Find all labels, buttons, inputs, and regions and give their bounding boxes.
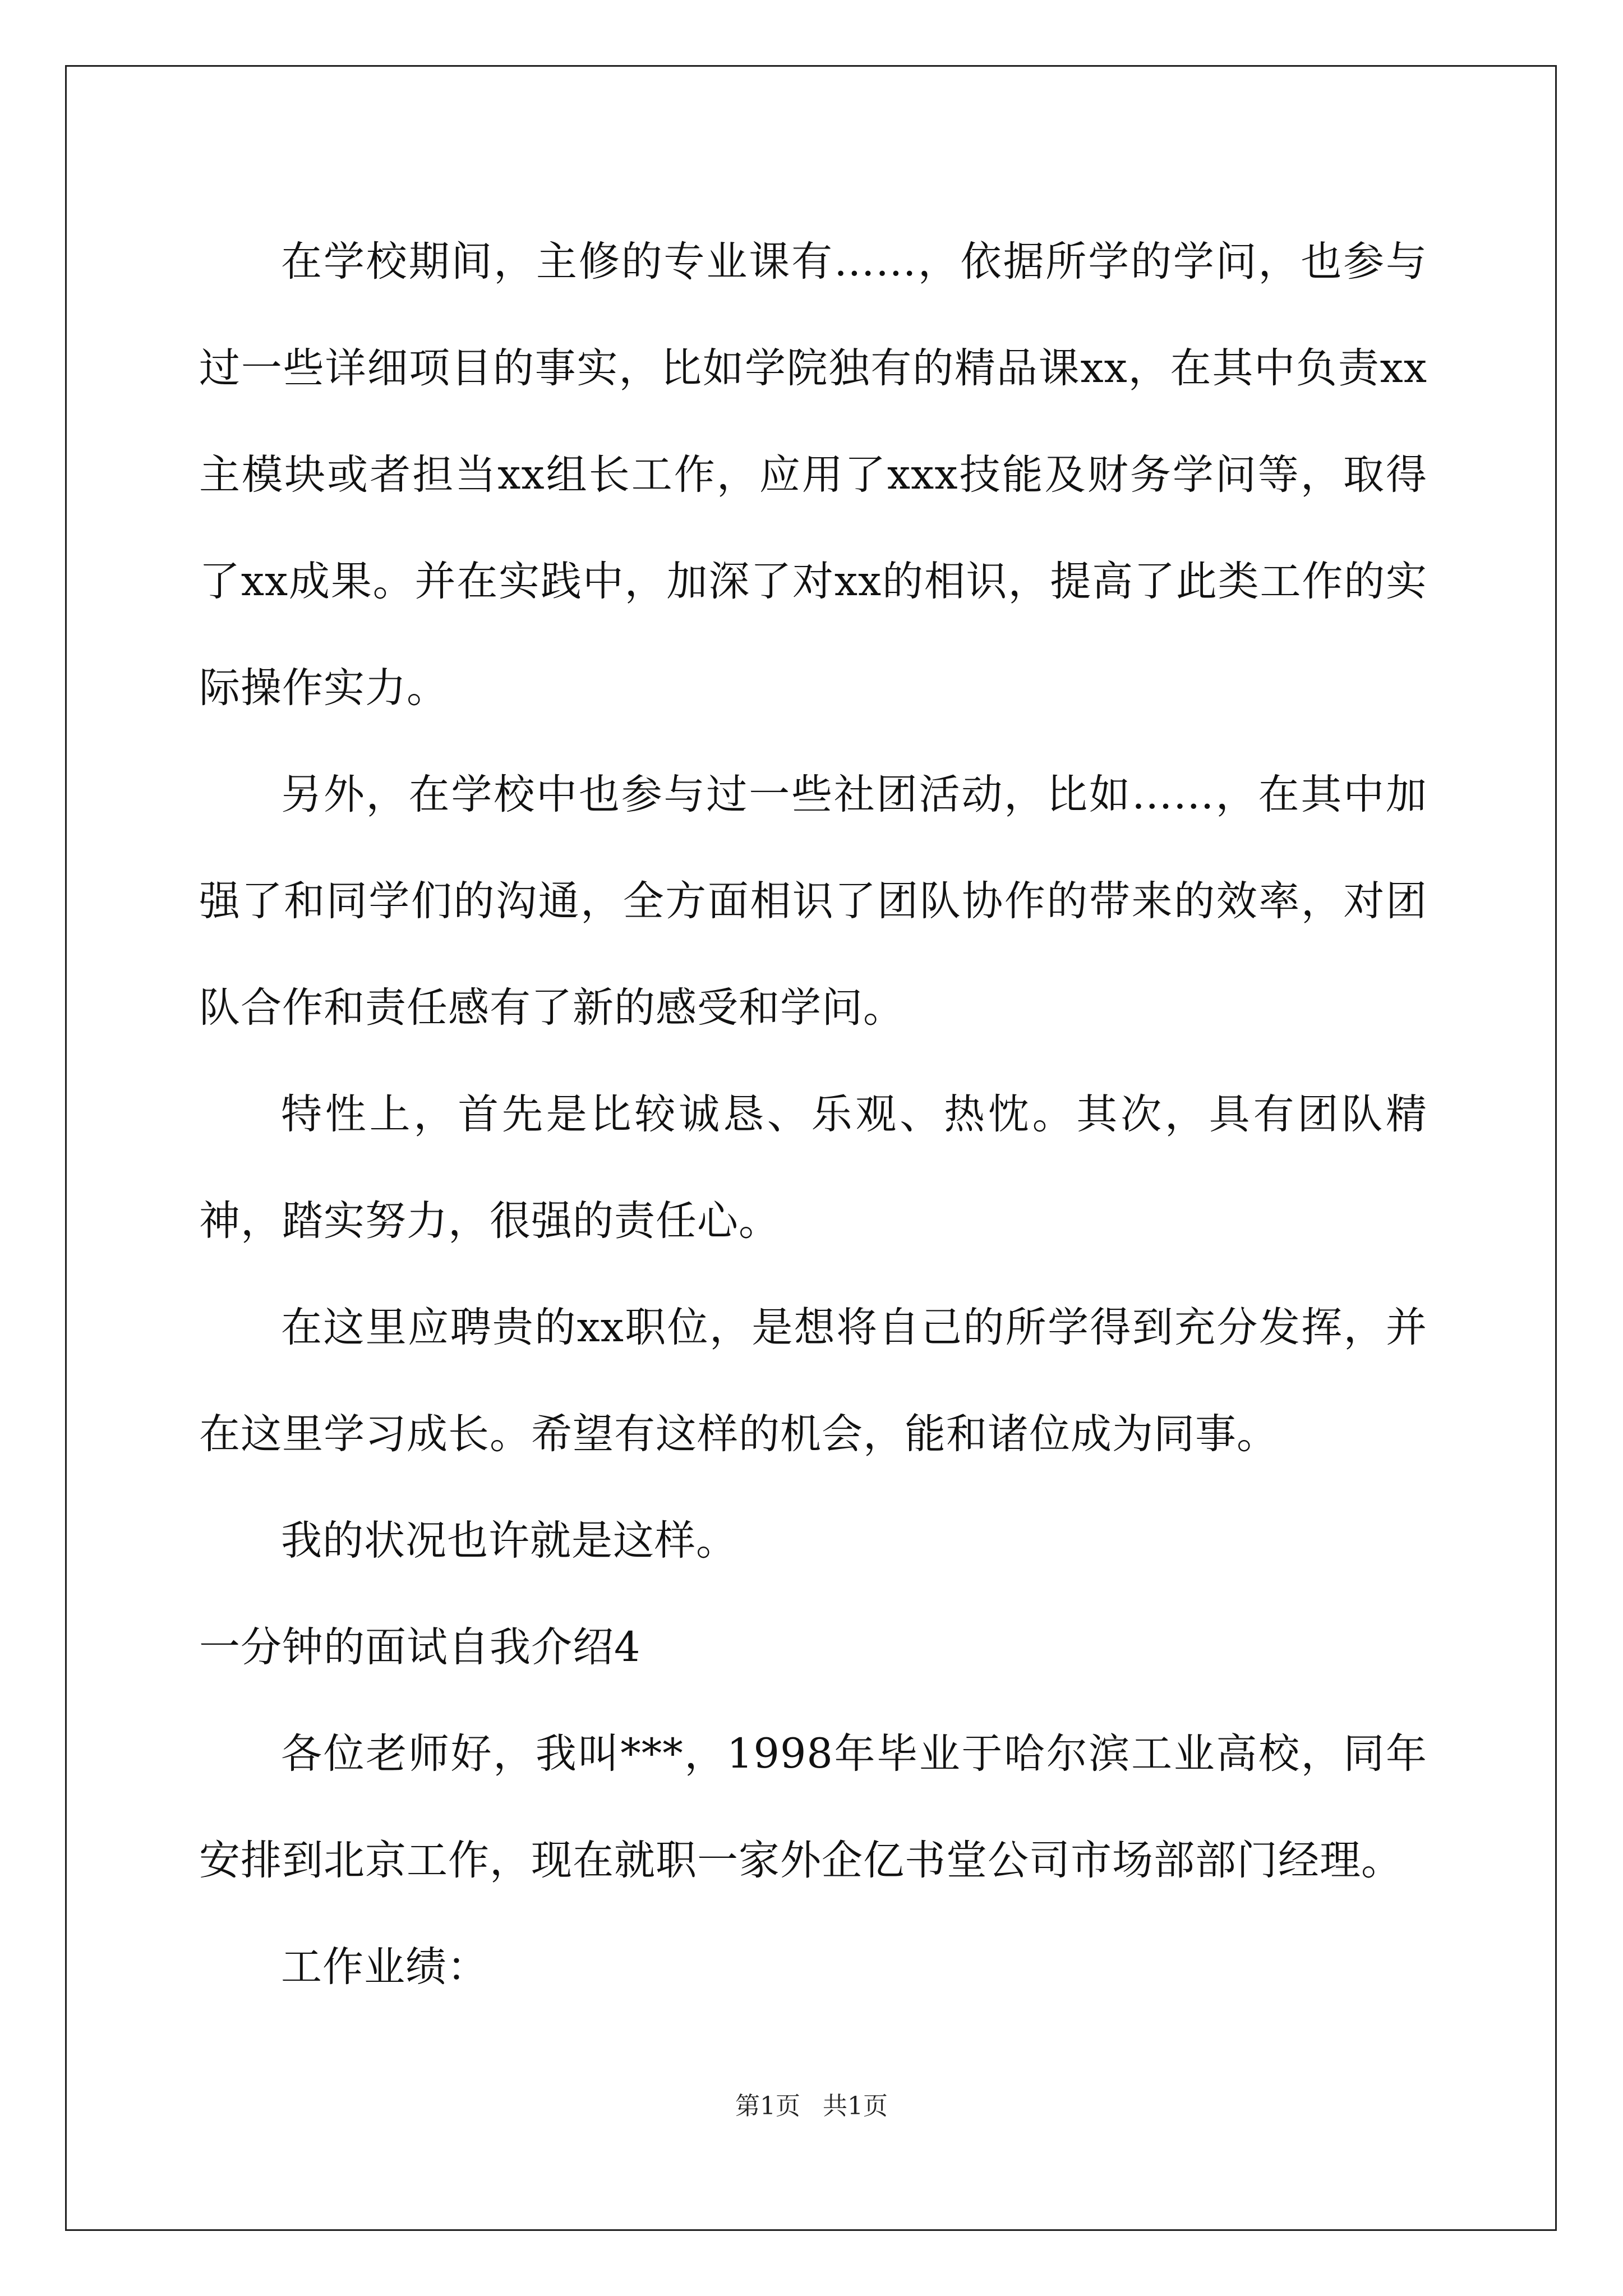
section-heading: 一分钟的面试自我介绍4 xyxy=(199,1623,641,1671)
paragraph-intro: 各位老师好，我叫***，1998年毕业于哈尔滨工业高校，同年安排到北京工作，现在就职一家外企亿书堂公司市场部部门经理。 xyxy=(199,1730,1427,1884)
page-total: 共1页 xyxy=(823,2092,888,2120)
document-body xyxy=(199,209,1427,2021)
page-footer xyxy=(0,2090,1623,2123)
paragraph-personality: 特性上，首先是比较诚恳、乐观、热忱。其次，具有团队精神，踏实努力，很强的责任心。 xyxy=(199,1091,1427,1245)
paragraph-study: 在学校期间，主修的专业课有……，依据所学的学问，也参与过一些详细项目的事实，比如学院独有的精品课xx，在其中负责xx主模块或者担当xx组长工作，应用了xxx技能及财务学问等，取得了xx成果。并在实践中，加深了对xx的相识，提高了此类工作的实际操作实力。 xyxy=(199,238,1427,712)
paragraph-achievements: 工作业绩： xyxy=(281,1943,488,1991)
paragraph-application: 在这里应聘贵的xx职位，是想将自己的所学得到充分发挥，并在这里学习成长。希望有这样的机会，能和诸位成为同事。 xyxy=(199,1304,1427,1458)
paragraph-closing: 我的状况也许就是这样。 xyxy=(281,1517,737,1565)
paragraph-clubs: 另外，在学校中也参与过一些社团活动，比如……，在其中加强了和同学们的沟通，全方面相识了团队协作的带来的效率，对团队合作和责任感有了新的感受和学问。 xyxy=(199,771,1427,1032)
page-number: 第1页 xyxy=(735,2092,800,2120)
